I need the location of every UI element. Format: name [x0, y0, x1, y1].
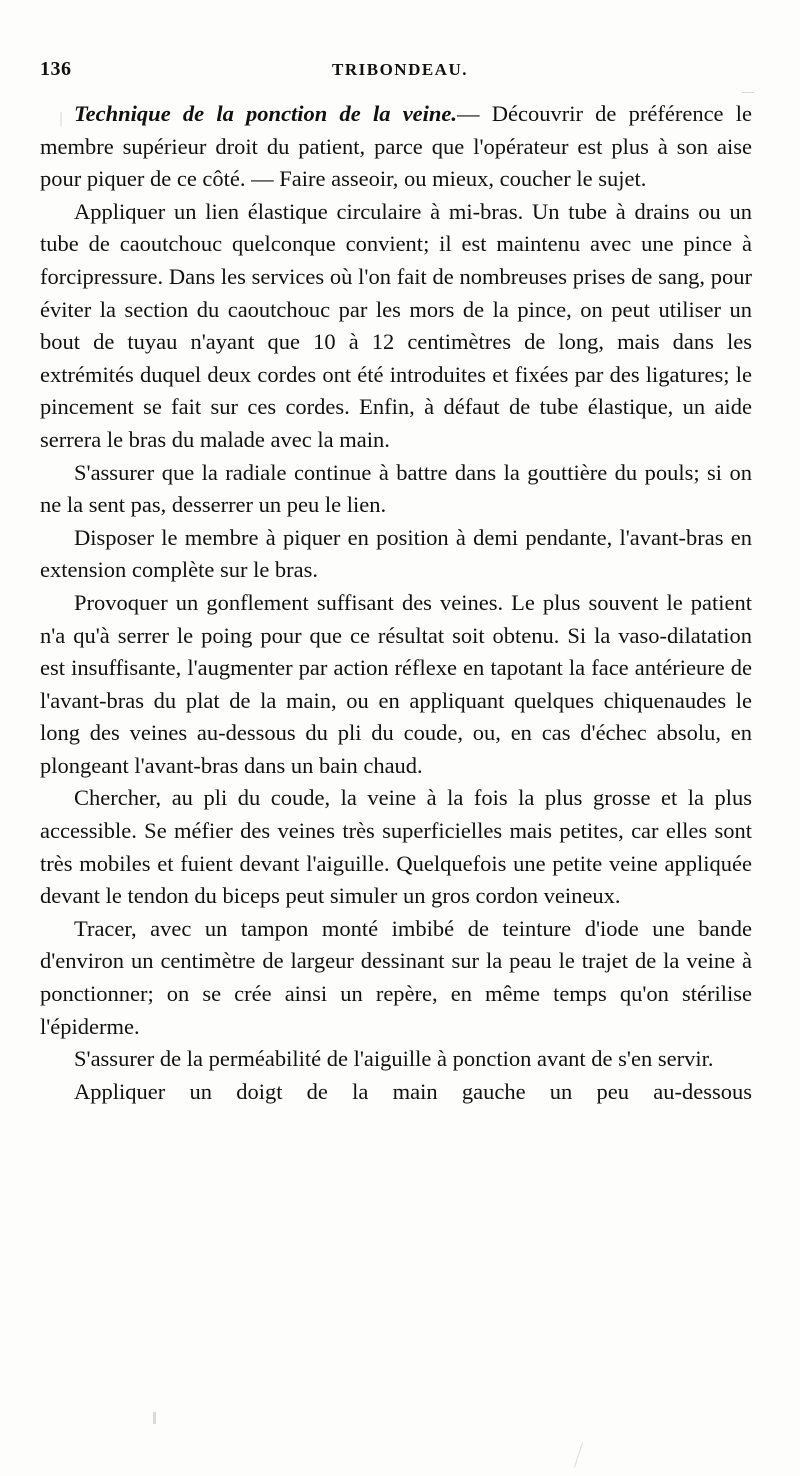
paragraph-technique	[40, 98, 752, 196]
page-number: 136	[40, 58, 72, 80]
paragraph-appliquer-doigt: Appliquer un doigt de la main gauche un peu au-dessous	[74, 1078, 752, 1104]
body-text	[40, 98, 752, 1108]
paragraph-text: — Découvrir de préférence le membre supérieur droit du patient, parce que l'opérateur est plus à son aise pour piquer de ce côté. — Faire asseoir, ou mieux, coucher le sujet.	[40, 101, 752, 192]
paragraph-permeabilite-aiguille: S'assurer de la perméabilité de l'aiguille à ponction avant de s'en servir.	[74, 1046, 714, 1072]
print-smudge	[742, 92, 754, 93]
running-head	[40, 58, 740, 88]
print-smudge	[574, 1442, 583, 1467]
paragraph-choix-veine: Chercher, au pli du coude, la veine à la fois la plus grosse et la plus accessible. Se méfier des veines très superficielles mais petites, car elles sont très mobiles et fuient devant l'aiguille. Quelquefois une petite veine appliquée devant le tendon du biceps peut simuler un gros cordon veineux.	[40, 785, 752, 909]
running-title: TRIBONDEAU.	[332, 60, 468, 79]
print-smudge	[60, 112, 62, 126]
paragraph-lien-elastique: Appliquer un lien élastique circulaire à mi-bras. Un tube à drains ou un tube de caoutchouc quelconque convient; il est maintenu avec une pince à forcipressure. Dans les services où l'on fait de nombreuses prises de sang, pour éviter la section du caoutchouc par les mors de la pince, on peut utiliser un bout de tuyau n'ayant que 10 à 12 centimètres de long, mais dans les extrémités duquel deux cordes ont été introduites et fixées par des ligatures; le pincement se fait sur ces cordes. Enfin, à défaut de tube élastique, un aide serrera le bras du malade avec la main.	[40, 198, 752, 452]
paragraph-gonflement: Provoquer un gonflement suffisant des veines. Le plus souvent le patient n'a qu'à serrer le poing pour que ce résultat soit obtenu. Si la vaso-dilatation est insuffisante, l'augmenter par action réflexe en tapotant la face antérieure de l'avant-bras du plat de la main, ou en appliquant quelques chiquenaudes le long des veines au-dessous du pli du coude, ou, en cas d'échec absolu, en plongeant l'avant-bras dans un bain chaud.	[40, 589, 752, 778]
print-smudge	[153, 1412, 156, 1424]
paragraph-radiale: S'assurer que la radiale continue à battre dans la gouttière du pouls; si on ne la sent pas, desserrer un peu le lien.	[40, 459, 752, 518]
paragraph-tracer-repere: Tracer, avec un tampon monté imbibé de teinture d'iode une bande d'environ un centimètre de largeur dessinant sur la peau le trajet de la veine à ponctionner; on se crée ainsi un repère, en même temps qu'on stérilise l'épiderme.	[40, 915, 752, 1039]
section-lead-title: Technique de la ponction de la veine.	[74, 101, 458, 126]
paragraph-position-membre: Disposer le membre à piquer en position à demi pendante, l'avant-bras en extension complète sur le bras.	[40, 524, 752, 583]
